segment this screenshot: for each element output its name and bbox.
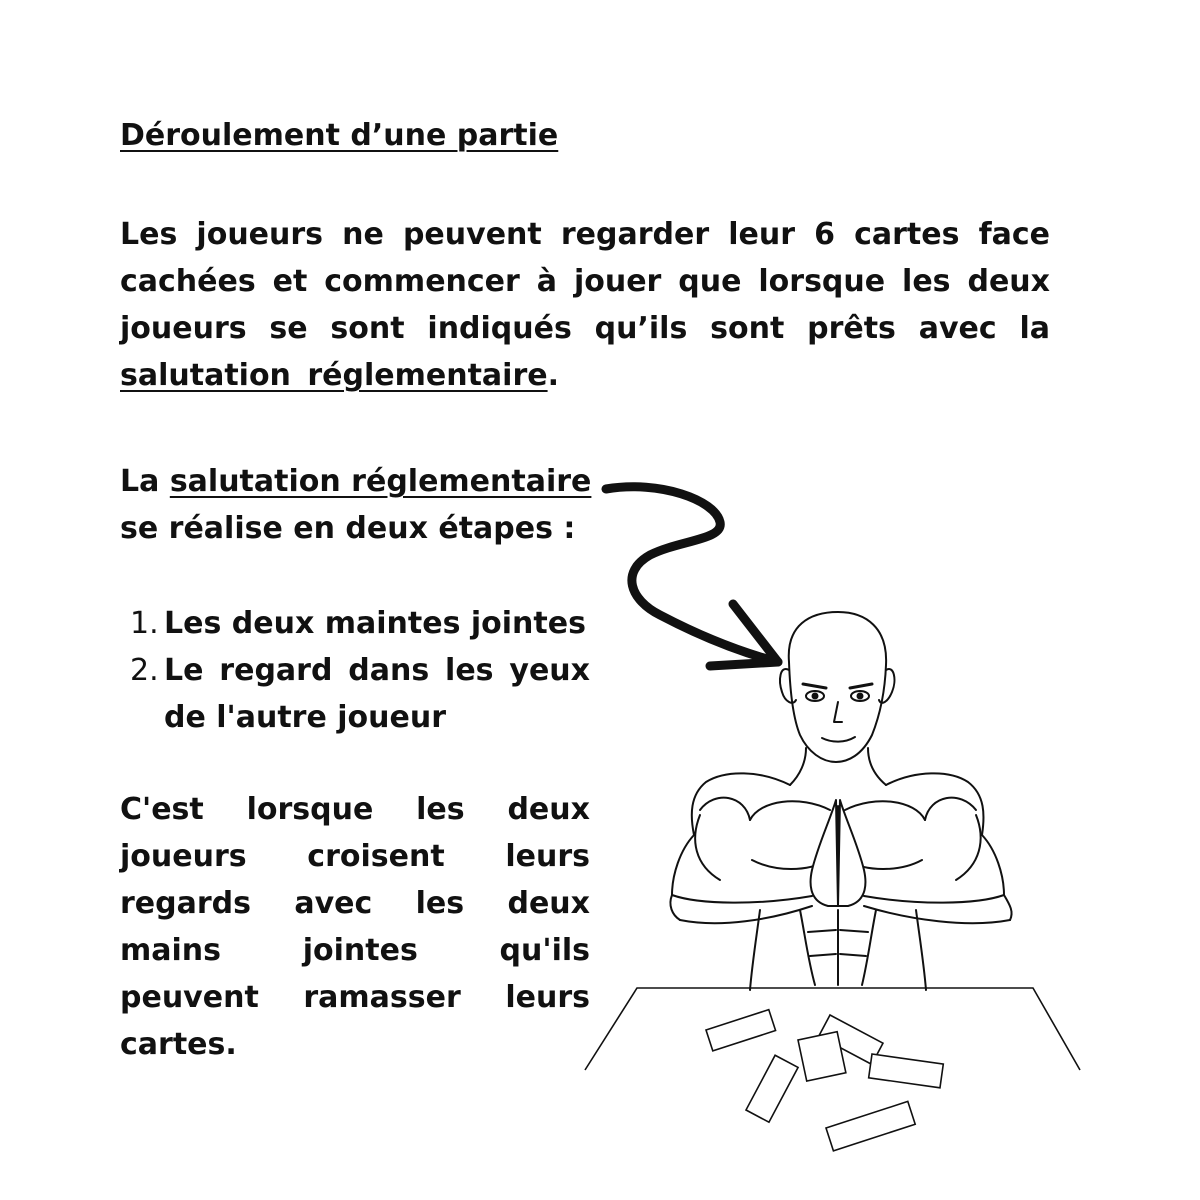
conclusion-line: peuvent ramasser leurs	[120, 980, 590, 1015]
salutation-term: salutation réglementaire	[169, 464, 592, 499]
card-icon	[706, 1010, 776, 1051]
card-icon	[869, 1054, 944, 1088]
step-number: 2.	[130, 653, 159, 688]
salutation-term-link: salutation réglementaire	[120, 358, 548, 393]
conclusion-line: regards avec les deux	[120, 886, 590, 921]
intro-text: Les joueurs ne peuvent regarder leur 6 cartes face cachées et commencer à jouer que lorsque les deux joueurs se sont indiqués qu’ils sont prêts avec la	[120, 217, 1050, 346]
step-text: Les deux maintes jointes	[164, 606, 586, 641]
intro-end: .	[547, 358, 559, 393]
curly-arrow-icon	[606, 487, 778, 666]
salutation-prefix: La	[120, 464, 170, 499]
step-text: Le regard dans les yeux de l'autre joueur	[164, 653, 590, 735]
step-number: 1.	[130, 606, 159, 641]
card-icon	[798, 1032, 846, 1081]
page-title: Déroulement d’une partie	[120, 118, 559, 153]
conclusion-line: cartes.	[120, 1027, 237, 1062]
conclusion-line: joueurs croisent leurs	[120, 839, 590, 874]
card-icon	[746, 1055, 798, 1122]
conclusion-line: mains jointes qu'ils	[120, 933, 590, 968]
conclusion-line: C'est lorsque les deux	[120, 792, 590, 827]
cards-illustration	[706, 1010, 943, 1151]
salutation-rest: se réalise en deux étapes :	[120, 511, 576, 546]
card-icon	[826, 1101, 915, 1150]
